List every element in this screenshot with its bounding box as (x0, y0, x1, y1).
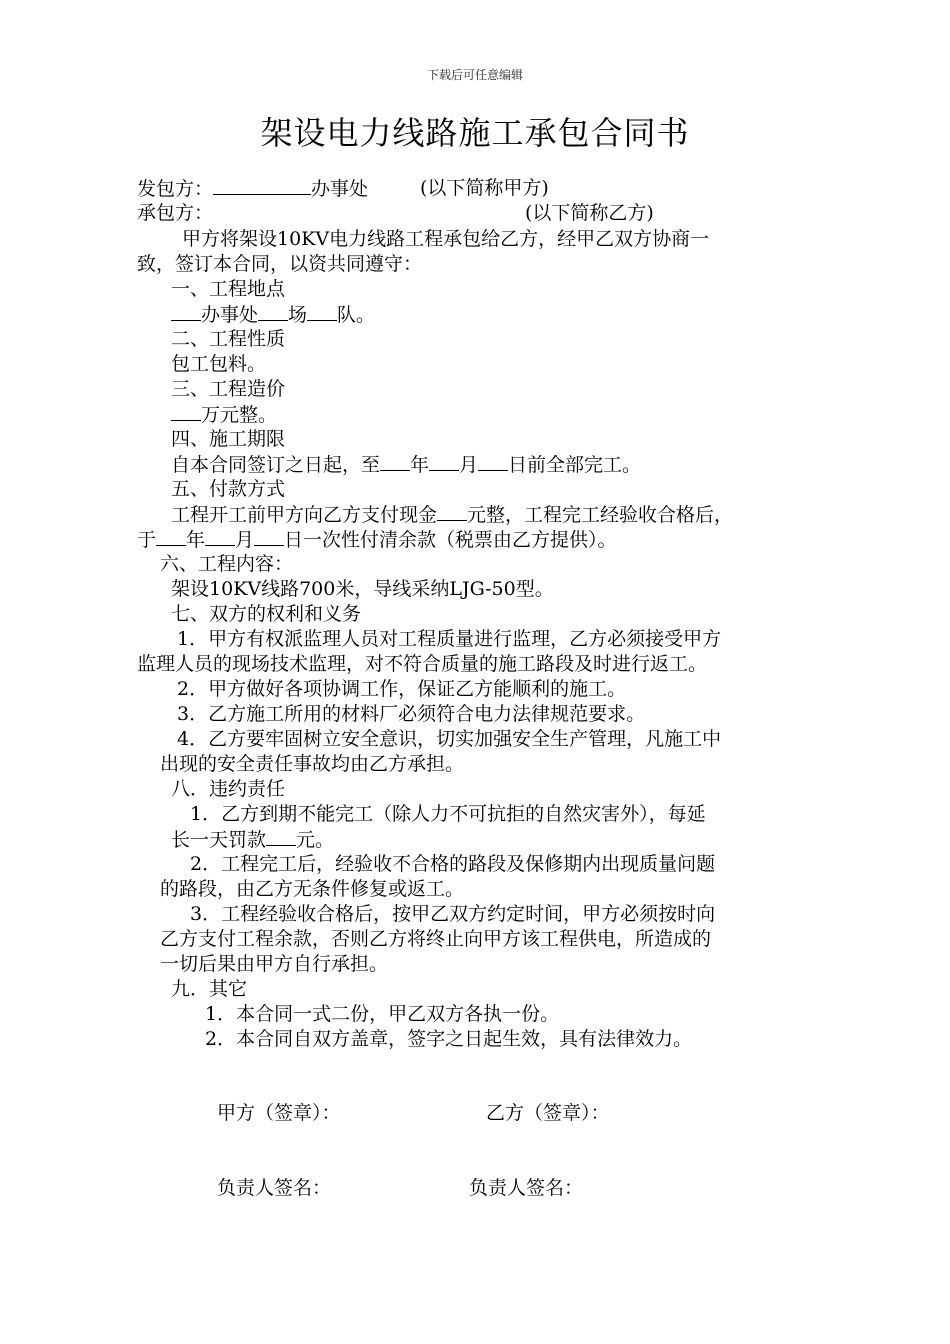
section-1-body: 办事处 场 队。 (171, 302, 375, 328)
section-3-title: 三、工程造价 (171, 378, 286, 400)
party-a-seal-label: 甲方（签章）： (217, 1102, 341, 1124)
blank (156, 527, 186, 546)
section-8-item-1-line-2: 长一天罚款 元。 (171, 829, 335, 851)
party-b-signer-label: 负责人签名： (469, 1177, 584, 1199)
section-7-title: 七、双方的权利和义务 (171, 603, 362, 625)
section-2-body: 包工包料。 (171, 353, 267, 375)
section-5-title: 五、付款方式 (171, 478, 286, 500)
blank (254, 527, 284, 546)
contractor-label: 承包方： (137, 202, 214, 224)
section-6-body: 架设10KV线路700米，导线采纳LJG-50型。 (171, 578, 554, 600)
blank (258, 302, 288, 321)
section-8-item-2-line-1: 2．工程完工后，经验收不合格的路段及保修期内出现质量问题 (190, 853, 716, 875)
section-2-title: 二、工程性质 (171, 328, 286, 350)
employer-alias: (以下简称甲方) (420, 177, 549, 199)
employer-line (137, 176, 368, 202)
section-8-title: 八．违约责任 (171, 778, 286, 800)
section-8-item-3-line-2: 乙方支付工程余款，否则乙方将终止向甲方该工程供电，所造成的 (160, 928, 712, 950)
blank (171, 302, 201, 321)
section-7-item-1-line-1: 1．甲方有权派监理人员对工程质量进行监理，乙方必须接受甲方 (177, 628, 722, 650)
section-7-item-1-line-2: 监理人员的现场技术监理，对不符合质量的施工路段及时进行返工。 (137, 653, 708, 675)
section-7-item-3: 3．乙方施工所用的材料厂必须符合电力法律规范要求。 (177, 703, 646, 725)
section-8-item-3-line-3: 一切后果由甲方自行承担。 (160, 953, 389, 975)
section-8-item-3-line-1: 3．工程经验收合格后，按甲乙双方约定时间，甲方必须按时向 (190, 903, 716, 925)
section-8-item-1-line-1: 1．乙方到期不能完工（除人力不可抗拒的自然灾害外），每延 (190, 803, 706, 825)
blank (307, 302, 337, 321)
party-b-seal-label: 乙方（签章）： (486, 1102, 610, 1124)
blank (266, 827, 296, 846)
blank (380, 452, 410, 471)
section-5-line-1: 工程开工前甲方向乙方支付现金 元整，工程完工经验收合格后， (171, 504, 734, 526)
section-7-item-4-line-1: 4．乙方要牢固树立安全意识，切实加强安全生产管理，凡施工中 (177, 728, 722, 750)
party-a-signer-label: 负责人签名： (217, 1177, 332, 1199)
blank (205, 527, 235, 546)
intro-line-1: 甲方将架设10KV电力线路工程承包给乙方，经甲乙双方协商一 (182, 228, 710, 250)
document-title: 架设电力线路施工承包合同书 (260, 114, 690, 152)
section-1-title: 一、工程地点 (171, 278, 286, 300)
blank (171, 402, 201, 421)
section-8-item-2-line-2: 的路段，由乙方无条件修复或返工。 (160, 878, 465, 900)
blank (478, 452, 508, 471)
contractor-alias: (以下简称乙方) (525, 202, 654, 224)
section-9-item-1: 1．本合同一式二份，甲乙双方各执一份。 (205, 1003, 560, 1025)
intro-line-2: 致，签订本合同，以资共同遵守： (137, 253, 423, 275)
blank (437, 502, 467, 521)
section-5-line-2: 于 年 月 日一次性付清余款（税票由乙方提供）。 (137, 529, 617, 551)
employer-blank (213, 176, 311, 195)
section-4-title: 四、施工期限 (171, 428, 286, 450)
section-6-title: 六、工程内容： (160, 553, 294, 575)
section-9-title: 九．其它 (171, 978, 248, 1000)
section-4-body: 自本合同签订之日起，至 年 月 日前全部完工。 (171, 454, 642, 476)
section-7-item-2: 2．甲方做好各项协调工作，保证乙方能顺利的施工。 (177, 678, 627, 700)
section-9-item-2: 2．本合同自双方盖章，签字之日起生效，具有法律效力。 (205, 1028, 693, 1050)
section-3-body: 万元整。 (171, 402, 277, 428)
employer-suffix: 办事处 (311, 178, 369, 200)
employer-label: 发包方： (137, 178, 214, 200)
blank (429, 452, 459, 471)
section-7-item-4-line-2: 出现的安全责任事故均由乙方承担。 (160, 753, 465, 775)
header-note: 下载后可任意编辑 (426, 68, 523, 82)
